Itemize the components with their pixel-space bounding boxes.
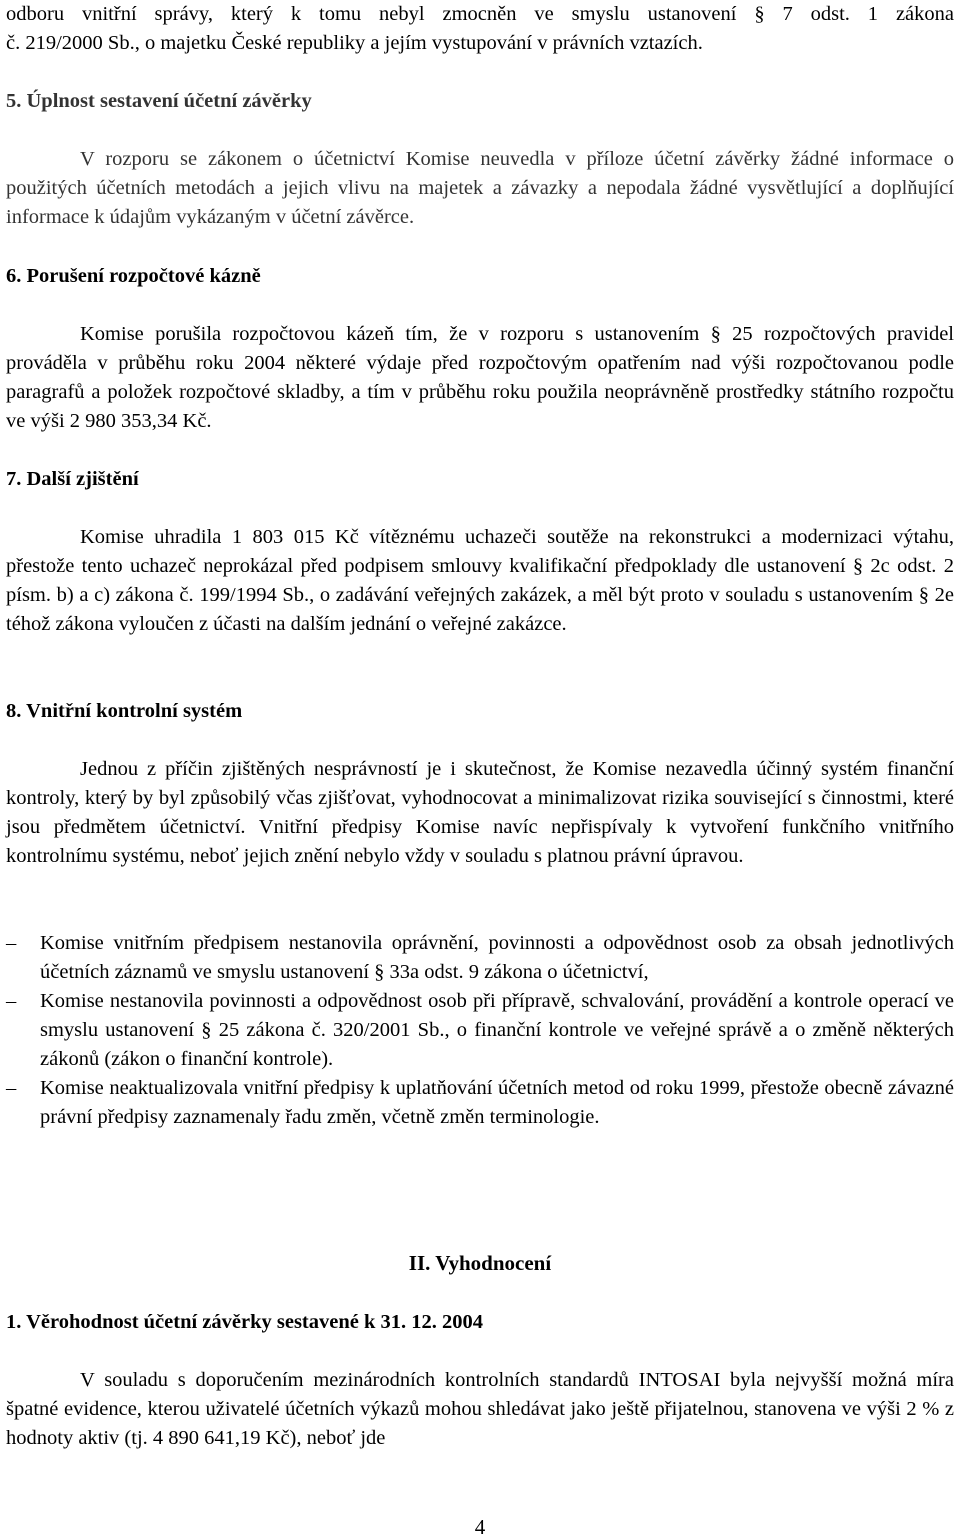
list-item — [6, 987, 954, 1074]
section-8-title: 8. Vnitřní kontrolní systém — [6, 700, 243, 722]
part-2-section-1-paragraph — [6, 1366, 954, 1453]
intro-line-1: odboru vnitřní správy, který k tomu nebyl zmocněn ve smyslu ustanovení § 7 odst. 1 zákona — [6, 3, 954, 25]
dash-bullet: – — [6, 932, 17, 954]
section-5-paragraph — [6, 145, 954, 232]
page-number: 4 — [474, 1515, 486, 1539]
intro-line-2: č. 219/2000 Sb., o majetku České republiky a jejím vystupování v právních vztazích. — [6, 32, 703, 54]
list-item — [6, 929, 954, 987]
section-6-text: Komise porušila rozpočtovou kázeň tím, že v rozporu s ustanovením § 25 rozpočtových pravidel prováděla v průběhu roku 2004 některé výdaje před rozpočtovým opatřením nad výši rozpočtovanou podle paragrafů a položek rozpočtové skladby, a tím v průběhu roku použila neoprávněně prostředky státního rozpočtu ve výši 2 980 353,34 Kč. — [6, 323, 954, 432]
section-5-text: V rozporu se zákonem o účetnictví Komise neuvedla v příloze účetní závěrky žádné informace o použitých účetních metodách a jejich vlivu na majetek a závazky a nepodala žádné vysvětlující a doplňující informace k údajům vykázaným v účetní závěrce. — [6, 148, 954, 228]
section-7-title: 7. Další zjištění — [6, 468, 139, 490]
list-item-text: Komise neaktualizovala vnitřní předpisy k uplatňování účetních metod od roku 1999, přestože obecně závazné právní předpisy zaznamenaly řadu změn, včetně změn terminologie. — [40, 1077, 954, 1128]
section-5-title: 5. Úplnost sestavení účetní závěrky — [6, 90, 312, 112]
section-8-paragraph — [6, 755, 954, 871]
part-2-section-1-text: V souladu s doporučením mezinárodních kontrolních standardů INTOSAI byla nejvyšší možná míra špatné evidence, kterou uživatelé účetních výkazů mohou shledávat jako ještě přijatelnou, stanovena ve výši 2 % z hodnoty aktiv (tj. 4 890 641,19 Kč), neboť jde — [6, 1369, 954, 1449]
intro-paragraph-end — [6, 29, 954, 58]
section-6-paragraph — [6, 320, 954, 436]
part-2-section-1-title: 1. Věrohodnost účetní závěrky sestavené k 31. 12. 2004 — [6, 1311, 483, 1333]
section-8-list — [6, 929, 954, 1132]
list-item — [6, 1074, 954, 1132]
section-8-text: Jednou z příčin zjištěných nesprávností je i skutečnost, že Komise nezavedla účinný systém finanční kontroly, který by byl způsobilý včas zjišťovat, vyhodnocovat a minimalizovat rizika související s činnostmi, které jsou předmětem účetnictví. Vnitřní předpisy Komise navíc nepřispívaly k vytvoření funkčního vnitřního kontrolnímu systému, neboť jejich znění nebylo vždy v souladu s platnou právní úpravou. — [6, 758, 954, 867]
list-item-text: Komise nestanovila povinnosti a odpovědnost osob při přípravě, schvalování, provádění a kontrole operací ve smyslu ustanovení § 25 zákona č. 320/2001 Sb., o finanční kontrole ve veřejné správě a o změně některých zákonů (zákon o finanční kontrole). — [40, 990, 954, 1070]
dash-bullet: – — [6, 1077, 17, 1099]
dash-bullet: – — [6, 990, 17, 1012]
list-item-text: Komise vnitřním předpisem nestanovila oprávnění, povinnosti a odpovědnost osob za obsah jednotlivých účetních záznamů ve smyslu ustanovení § 33a odst. 9 zákona o účetnictví, — [40, 932, 954, 983]
intro-paragraph — [6, 0, 954, 29]
section-7-paragraph — [6, 523, 954, 639]
section-6-title: 6. Porušení rozpočtové kázně — [6, 265, 261, 287]
part-2-title: II. Vyhodnocení — [408, 1251, 552, 1275]
section-7-text: Komise uhradila 1 803 015 Kč vítěznému uchazeči soutěže na rekonstrukci a modernizaci výtahu, přestože tento uchazeč neprokázal před podpisem smlouvy kvalifikační předpoklady dle ustanovení § 2c odst. 2 písm. b) a c) zákona č. 199/1994 Sb., o zadávání veřejných zakázek, a měl být proto v souladu s ustanovením § 2e téhož zákona vyloučen z účasti na dalším jednání o veřejné zakázce. — [6, 526, 954, 635]
